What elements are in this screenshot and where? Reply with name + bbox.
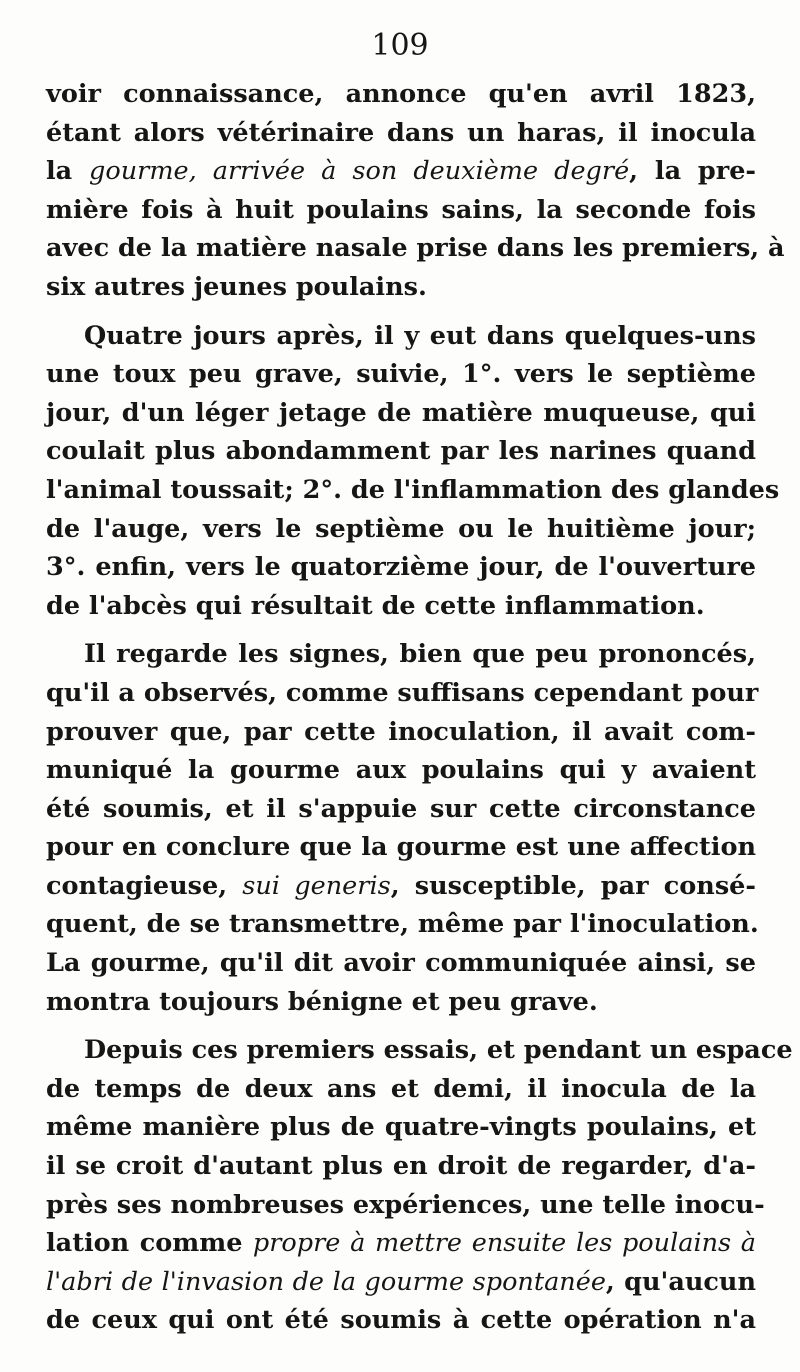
- text-line: l'animal toussait; 2°. de l'inflammation des glandes: [46, 474, 780, 505]
- paragraph: [46, 635, 759, 1021]
- italic-run: sui generis: [242, 870, 391, 901]
- text-line: montra toujours bénigne et peu grave.: [46, 986, 598, 1017]
- text-line: qu'il a observés, comme suffisans cependant pour: [46, 677, 759, 708]
- text-line: pour en conclure que la gourme est une affection: [46, 832, 756, 863]
- text-line: Quatre jours après, il y eut dans quelques-uns: [84, 320, 756, 351]
- text-line: Depuis ces premiers essais, et pendant un espace: [84, 1035, 793, 1066]
- text-line: il se croit d'autant plus en droit de regarder, d'a-: [46, 1151, 756, 1182]
- text-line: 3°. enfin, vers le quatorzième jour, de l'ouverture: [46, 552, 756, 583]
- paragraph: [46, 1031, 793, 1340]
- text-run: la: [46, 156, 90, 187]
- text-run: contagieuse,: [46, 870, 243, 901]
- text-line: de temps de deux ans et demi, il inocula de la: [46, 1073, 756, 1104]
- text-run: lation comme: [46, 1228, 253, 1259]
- text-line: coulait plus abondamment par les narines quand: [46, 436, 756, 467]
- text-line: une toux peu grave, suivie, 1°. vers le septième: [46, 359, 756, 390]
- body-text: [46, 75, 793, 1340]
- page-number: 109: [371, 28, 429, 63]
- text-line: été soumis, et il s'appuie sur cette circonstance: [46, 793, 756, 824]
- text-line: [46, 867, 756, 906]
- text-run: , susceptible, par consé-: [390, 870, 756, 901]
- text-line: de ceux qui ont été soumis à cette opération n'a: [46, 1305, 756, 1336]
- text-line: [46, 1263, 756, 1302]
- paragraph-gap: [46, 307, 756, 317]
- text-line: près ses nombreuses expériences, une telle inocu-: [46, 1189, 765, 1220]
- text-line: quent, de se transmettre, même par l'inoculation.: [46, 909, 759, 940]
- text-line: muniqué la gourme aux poulains qui y avaient: [46, 755, 756, 786]
- paragraph-gap: [46, 1021, 756, 1031]
- text-line: voir connaissance, annonce qu'en avril 1823,: [46, 79, 756, 109]
- paragraph: [46, 317, 780, 626]
- paragraph-gap: [46, 625, 756, 635]
- italic-run: propre à mettre ensuite les poulains à: [252, 1228, 757, 1259]
- text-line: [46, 152, 756, 191]
- text-line: jour, d'un léger jetage de matière muqueuse, qui: [46, 397, 756, 428]
- text-line: étant alors vétérinaire dans un haras, il inocula: [46, 117, 756, 148]
- text-line: prouver que, par cette inoculation, il avait com-: [46, 716, 756, 747]
- text-line: La gourme, qu'il dit avoir communiquée ainsi, se: [46, 948, 756, 979]
- text-line: de l'auge, vers le septième ou le huitième jour;: [46, 513, 756, 544]
- text-line: six autres jeunes poulains.: [46, 271, 427, 302]
- text-run: , qu'aucun: [605, 1266, 757, 1297]
- text-line: même manière plus de quatre-vingts poulains, et: [46, 1112, 756, 1143]
- paragraph: [46, 75, 785, 307]
- text-line: Il regarde les signes, bien que peu prononcés,: [84, 639, 756, 670]
- italic-run: gourme, arrivée à son deuxième degré: [89, 156, 630, 187]
- text-line: avec de la matière nasale prise dans les premiers, à: [46, 233, 785, 264]
- text-line: de l'abcès qui résultait de cette inflammation.: [46, 590, 705, 621]
- text-line: [46, 1224, 756, 1263]
- text-line: mière fois à huit poulains sains, la seconde fois: [46, 194, 756, 225]
- text-run: , la pre-: [629, 156, 756, 187]
- italic-run: l'abri de l'invasion de la gourme spontanée: [46, 1266, 606, 1297]
